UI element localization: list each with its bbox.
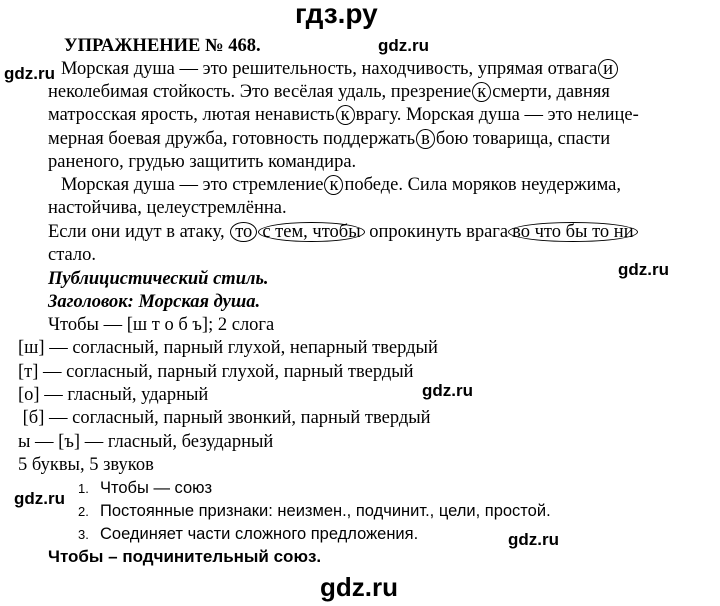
text-fragment: неколебимая стойкость. Это весёлая удаль, презрение [48, 82, 472, 102]
circled-phrase: с тем, чтобы [258, 222, 364, 242]
text-fragment: Морская душа — это стремление [61, 175, 324, 195]
text-fragment: смерти, давняя [492, 82, 610, 102]
paragraph-2-line-1 [61, 174, 621, 196]
paragraph-2-line-2: настойчива, целеустремлённа. [48, 198, 287, 218]
sound-line: [о] — гласный, ударный [18, 385, 209, 405]
list-item [78, 501, 551, 522]
list-number: 3. [78, 527, 89, 542]
conclusion: Чтобы – подчинительный союз. [48, 547, 322, 566]
text-fragment: победе. Сила моряков неудержима, [344, 175, 621, 195]
paragraph-1-line-3 [48, 104, 639, 126]
transcription: Чтобы — [ш т о б ъ]; 2 слога [48, 315, 275, 335]
text-fragment: мерная боевая дружба, готовность поддержать [48, 129, 416, 149]
circled-letter: к [336, 105, 355, 125]
paragraph-1-line-2 [48, 81, 610, 103]
exercise-title: УПРАЖНЕНИЕ № 468. [64, 36, 261, 56]
heading-label: Заголовок: Морская душа. [48, 292, 261, 312]
style-label: Публицистический стиль. [48, 269, 269, 289]
watermark-site: gdz.ru [378, 36, 429, 55]
watermark-site: gdz.ru [14, 489, 65, 508]
paragraph-1-line-5: раненого, грудью защитить командира. [48, 152, 357, 172]
list-number: 1. [78, 481, 89, 496]
sound-line: [ш] — согласный, парный глухой, непарный твердый [18, 338, 438, 358]
circled-letter: и [598, 59, 618, 79]
paragraph-1-line-4 [48, 128, 610, 150]
sound-line: [б] — согласный, парный звонкий, парный твердый [18, 408, 431, 428]
letter-sound-count: 5 буквы, 5 звуков [18, 455, 154, 475]
list-item [78, 524, 418, 545]
watermark-site: gdz.ru [4, 64, 55, 83]
watermark-bottom: gdz.ru [320, 572, 398, 602]
list-text: Постоянные признаки: неизмен., подчинит., цели, простой. [100, 502, 551, 520]
text-fragment: бою товарища, спасти [435, 129, 611, 149]
list-number: 2. [78, 504, 89, 519]
text-fragment: Морская душа — это решительность, находчивость, упрямая отвага [61, 59, 598, 79]
text-fragment: матросская ярость, лютая ненависть [48, 105, 335, 125]
circled-letter: в [416, 129, 435, 149]
circled-letter: к [472, 82, 491, 102]
watermark-site: gdz.ru [422, 381, 473, 400]
text-fragment: Если они идут в атаку, [48, 222, 225, 242]
circled-word: то [230, 222, 257, 242]
list-text: Чтобы — союз [100, 479, 213, 497]
paragraph-3-line-2: стало. [48, 245, 97, 265]
text-fragment: опрокинуть врага [369, 222, 509, 242]
paragraph-3-line-1 [48, 221, 638, 243]
text-fragment: врагу. Морская душа — это нелице- [355, 105, 639, 125]
sound-line: ы — [ъ] — гласный, безударный [18, 432, 274, 452]
circled-letter: к [324, 175, 343, 195]
watermark-site: gdz.ru [508, 530, 559, 549]
paragraph-1-line-1 [61, 58, 619, 80]
circled-phrase: во что бы то ни [508, 222, 638, 242]
watermark-top: гдз.ру [295, 0, 378, 29]
sound-line: [т] — согласный, парный глухой, парный твердый [18, 362, 414, 382]
list-item [78, 478, 212, 499]
watermark-site: gdz.ru [618, 260, 669, 279]
list-text: Соединяет части сложного предложения. [100, 525, 419, 543]
